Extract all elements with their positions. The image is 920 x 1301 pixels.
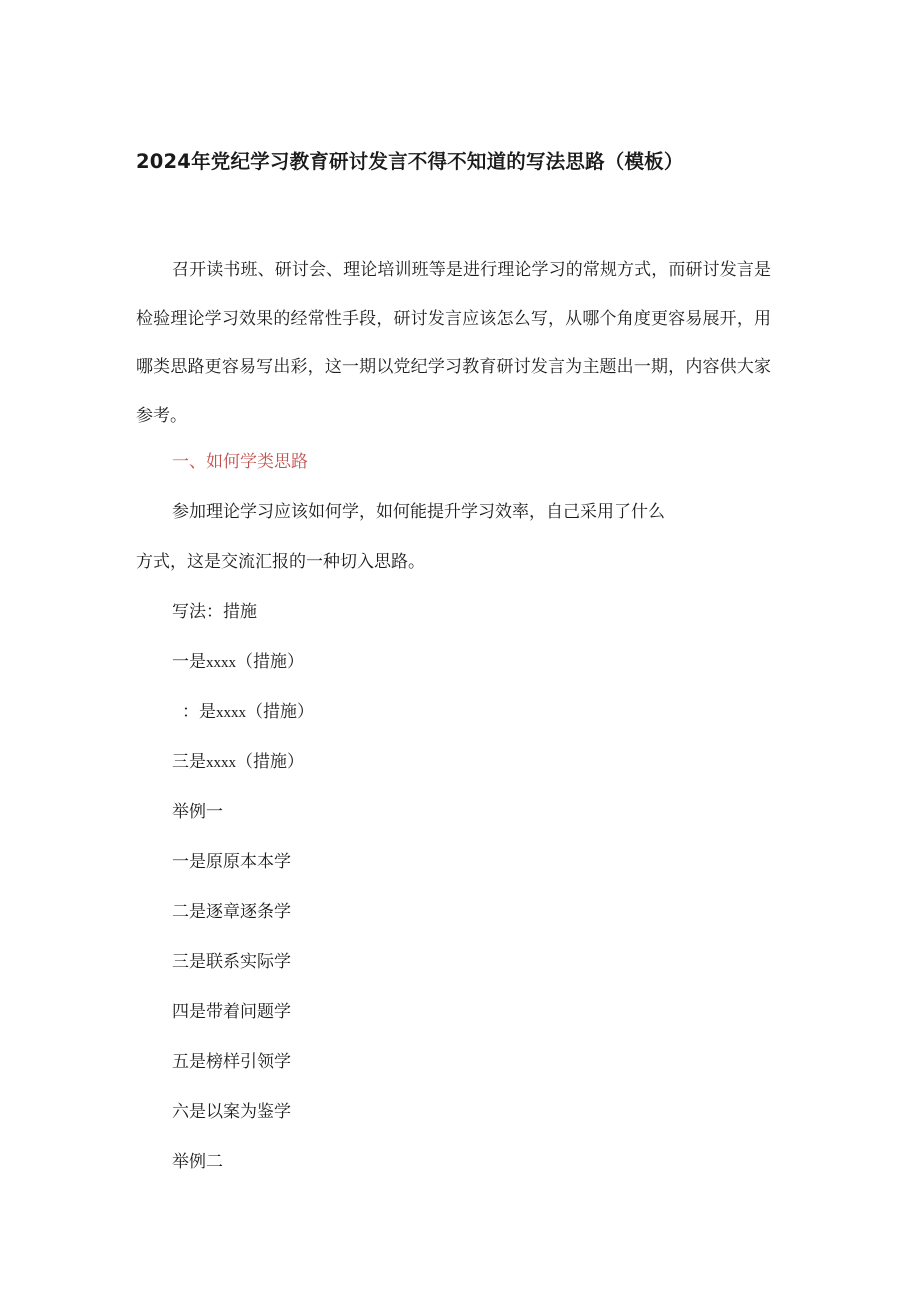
method-item-prefix: 一是 [172, 652, 206, 672]
method-item-placeholder: xxxx [206, 655, 236, 671]
method-item [172, 650, 304, 675]
intro-paragraph: 召开读书班、研讨会、理论培训班等是进行理论学习的常规方式，而研讨发言是检验理论学习效果的经常性手段，研讨发言应该怎么写，从哪个角度更容易展开，用哪类思路更容易写出彩，这一期以党纪学习教育研讨发言为主题出一期，内容供大家参考。 [136, 260, 771, 427]
list-item: 六是以案为鉴学 [172, 1102, 291, 1122]
document-title: 2024年党纪学习教育研讨发言不得不知道的写法思路（模板） [136, 150, 684, 173]
list-item: 一是原原本本学 [172, 852, 291, 872]
method-item [182, 700, 314, 725]
list-item: 三是联系实际学 [172, 952, 291, 972]
method-item-prefix: ：是 [182, 702, 216, 722]
example-label: 举例二 [172, 1152, 223, 1172]
section-paragraph-line-1: 参加理论学习应该如何学，如何能提升学习效率，自己采用了什么 [172, 502, 665, 522]
list-item: 四是带着问题学 [172, 1002, 291, 1022]
method-item-placeholder: xxxx [216, 705, 246, 721]
list-item: 五是榜样引领学 [172, 1052, 291, 1072]
list-item: 二是逐章逐条学 [172, 902, 291, 922]
section-paragraph-line-2: 方式，这是交流汇报的一种切入思路。 [136, 552, 425, 572]
method-item-suffix: （措施） [236, 752, 304, 772]
example-label: 举例一 [172, 802, 223, 822]
method-item-placeholder: xxxx [206, 755, 236, 771]
section-heading: 一、如何学类思路 [172, 452, 308, 472]
method-item [172, 750, 304, 775]
method-item-suffix: （措施） [236, 652, 304, 672]
method-item-prefix: 三是 [172, 752, 206, 772]
method-label: 写法：措施 [172, 602, 257, 622]
method-item-suffix: （措施） [246, 702, 314, 722]
